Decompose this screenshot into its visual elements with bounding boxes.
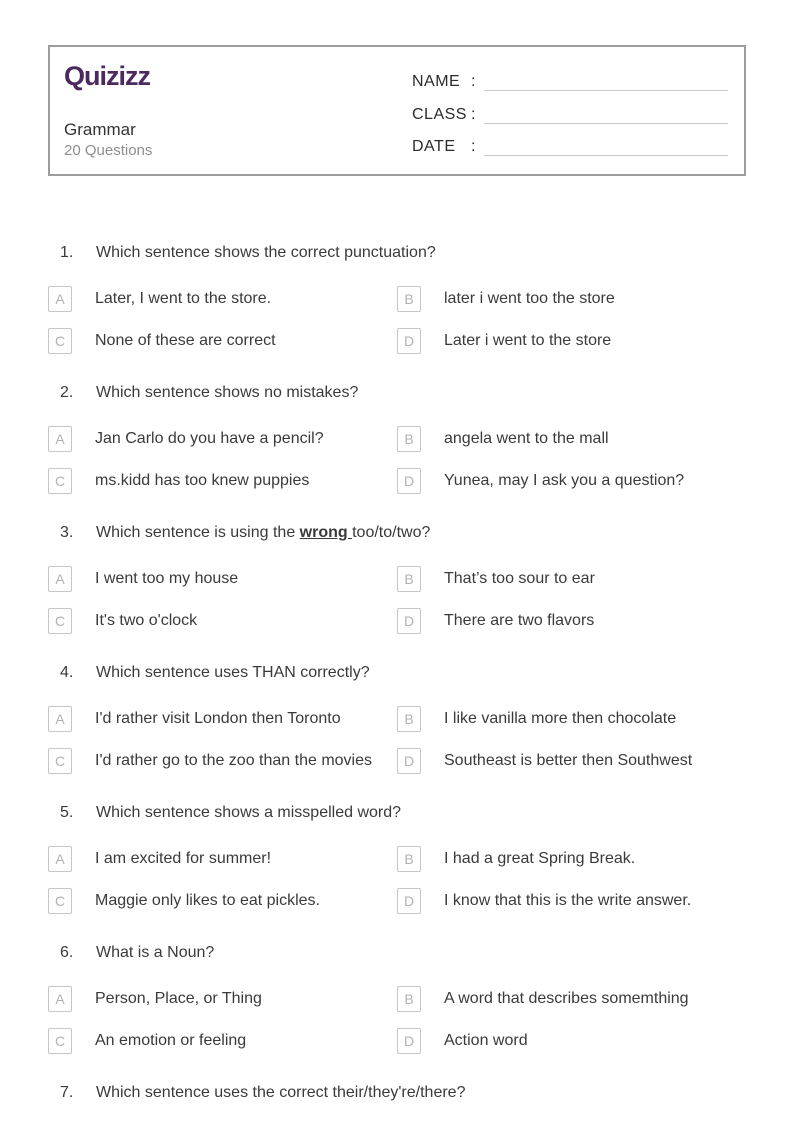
class-field-row: [412, 98, 728, 124]
option-d: [397, 1028, 746, 1054]
option-a-checkbox[interactable]: A: [48, 426, 72, 452]
option-b-text: angela went to the mall: [444, 430, 609, 448]
option-a-text: I am excited for summer!: [95, 850, 272, 868]
question-4-title: [48, 662, 746, 684]
class-label-text: CLASS: [412, 105, 467, 123]
name-label-text: NAME: [412, 73, 461, 91]
option-d: [397, 608, 746, 634]
option-b-text: I had a great Spring Break.: [444, 850, 636, 868]
question-text: [96, 382, 358, 404]
option-a-text: I'd rather visit London then Toronto: [95, 710, 341, 728]
date-label: [412, 138, 476, 156]
option-d-text: I know that this is the write answer.: [444, 892, 692, 910]
question-number: 2.: [60, 384, 74, 401]
question-list: [0, 242, 794, 1104]
option-c: [48, 748, 397, 774]
option-b-text: later i went too the store: [444, 290, 615, 308]
question-text-pre: Which sentence shows a misspelled word?: [96, 804, 402, 821]
option-d: [397, 328, 746, 354]
question-text: [96, 802, 401, 824]
option-b-checkbox[interactable]: B: [397, 846, 421, 872]
options-grid: [48, 706, 746, 774]
options-grid: [48, 986, 746, 1054]
option-a-checkbox[interactable]: A: [48, 566, 72, 592]
question-7-title: [48, 1082, 746, 1104]
quiz-title: Grammar: [64, 120, 136, 140]
option-b-text: A word that describes somemthing: [444, 990, 689, 1008]
worksheet-header: [48, 45, 746, 176]
question-text: [96, 242, 436, 264]
option-d-text: Southeast is better then Southwest: [444, 752, 693, 770]
class-input-line[interactable]: [484, 102, 728, 124]
option-d-text: There are two flavors: [444, 612, 595, 630]
option-c: [48, 468, 397, 494]
option-c-checkbox[interactable]: C: [48, 468, 72, 494]
option-b-text: That’s too sour to ear: [444, 570, 595, 588]
option-d-checkbox[interactable]: D: [397, 328, 421, 354]
question-text: [96, 942, 214, 964]
option-b: [397, 706, 746, 732]
question-3-title: [48, 522, 746, 544]
option-b: [397, 286, 746, 312]
option-c-checkbox[interactable]: C: [48, 888, 72, 914]
option-a: [48, 986, 397, 1012]
name-field-row: [412, 65, 728, 91]
option-c-checkbox[interactable]: C: [48, 328, 72, 354]
question-6: [48, 942, 746, 1054]
question-5-title: [48, 802, 746, 824]
option-b: [397, 846, 746, 872]
option-c-checkbox[interactable]: C: [48, 608, 72, 634]
option-b: [397, 426, 746, 452]
option-a: [48, 426, 397, 452]
question-1: [48, 242, 746, 354]
option-b-checkbox[interactable]: B: [397, 706, 421, 732]
option-b: [397, 566, 746, 592]
date-field-row: [412, 130, 728, 156]
option-c-text: Maggie only likes to eat pickles.: [95, 892, 320, 910]
question-text: [96, 522, 430, 544]
question-number: 1.: [60, 244, 74, 261]
option-b-checkbox[interactable]: B: [397, 986, 421, 1012]
options-grid: [48, 286, 746, 354]
options-grid: [48, 846, 746, 914]
option-a-text: Person, Place, or Thing: [95, 990, 262, 1008]
option-a: [48, 286, 397, 312]
option-b-text: I like vanilla more then chocolate: [444, 710, 677, 728]
question-number: 7.: [60, 1084, 74, 1101]
question-number: 6.: [60, 944, 74, 961]
option-d: [397, 888, 746, 914]
option-a: [48, 846, 397, 872]
option-b: [397, 986, 746, 1012]
date-label-text: DATE: [412, 138, 456, 156]
option-a-checkbox[interactable]: A: [48, 986, 72, 1012]
student-info-fields: [412, 59, 728, 160]
option-a: [48, 706, 397, 732]
question-text-pre: Which sentence shows the correct punctuation?: [96, 244, 436, 261]
option-c-text: An emotion or feeling: [95, 1032, 247, 1050]
option-d-checkbox[interactable]: D: [397, 1028, 421, 1054]
option-c: [48, 608, 397, 634]
option-c-text: ms.kidd has too knew puppies: [95, 472, 310, 490]
option-d-text: Yunea, may I ask you a question?: [444, 472, 685, 490]
option-b-checkbox[interactable]: B: [397, 566, 421, 592]
options-grid: [48, 426, 746, 494]
question-text-pre: Which sentence shows no mistakes?: [96, 384, 359, 401]
name-label: [412, 73, 476, 91]
option-d-text: Action word: [444, 1032, 528, 1050]
option-a-checkbox[interactable]: A: [48, 286, 72, 312]
question-5: [48, 802, 746, 914]
question-number: 3.: [60, 524, 74, 541]
quizizz-logo: Quizizz: [64, 61, 150, 91]
option-a-text: Jan Carlo do you have a pencil?: [95, 430, 324, 448]
question-1-title: [48, 242, 746, 264]
class-label: [412, 106, 476, 124]
question-text-emph: wrong: [299, 524, 353, 541]
question-6-title: [48, 942, 746, 964]
class-label-colon: :: [471, 105, 476, 123]
question-text: [96, 662, 370, 684]
option-c-text: It's two o'clock: [95, 612, 198, 630]
option-c-text: None of these are correct: [95, 332, 276, 350]
option-d-checkbox[interactable]: D: [397, 468, 421, 494]
question-4: [48, 662, 746, 774]
option-d: [397, 468, 746, 494]
question-text: [96, 1082, 465, 1104]
option-a-checkbox[interactable]: A: [48, 706, 72, 732]
option-d-text: Later i went to the store: [444, 332, 612, 350]
option-c: [48, 328, 397, 354]
name-label-colon: :: [471, 73, 476, 91]
question-text-pre: What is a Noun?: [96, 944, 215, 961]
options-grid: [48, 566, 746, 634]
question-3: [48, 522, 746, 634]
option-c-text: I'd rather go to the zoo than the movies: [95, 752, 372, 770]
date-input-line[interactable]: [484, 134, 728, 156]
question-2: [48, 382, 746, 494]
option-a-text: I went too my house: [95, 570, 239, 588]
option-c: [48, 888, 397, 914]
option-d-checkbox[interactable]: D: [397, 888, 421, 914]
question-2-title: [48, 382, 746, 404]
option-d-checkbox[interactable]: D: [397, 748, 421, 774]
question-text-pre: Which sentence is using the: [96, 524, 300, 541]
name-input-line[interactable]: [484, 69, 728, 91]
question-text-post: too/to/two?: [352, 524, 431, 541]
question-number: 5.: [60, 804, 74, 821]
question-count: 20 Questions: [64, 141, 153, 159]
date-label-colon: :: [471, 138, 476, 156]
question-7: [48, 1082, 746, 1104]
option-c-checkbox[interactable]: C: [48, 1028, 72, 1054]
option-c-checkbox[interactable]: C: [48, 748, 72, 774]
option-b-checkbox[interactable]: B: [397, 286, 421, 312]
option-a-text: Later, I went to the store.: [95, 290, 272, 308]
option-d: [397, 748, 746, 774]
option-c: [48, 1028, 397, 1054]
option-d-checkbox[interactable]: D: [397, 608, 421, 634]
question-text-pre: Which sentence uses the correct their/they're/there?: [96, 1084, 466, 1101]
option-b-checkbox[interactable]: B: [397, 426, 421, 452]
header-left: [64, 59, 152, 160]
question-text-pre: Which sentence uses THAN correctly?: [96, 664, 370, 681]
question-number: 4.: [60, 664, 74, 681]
option-a-checkbox[interactable]: A: [48, 846, 72, 872]
option-a: [48, 566, 397, 592]
